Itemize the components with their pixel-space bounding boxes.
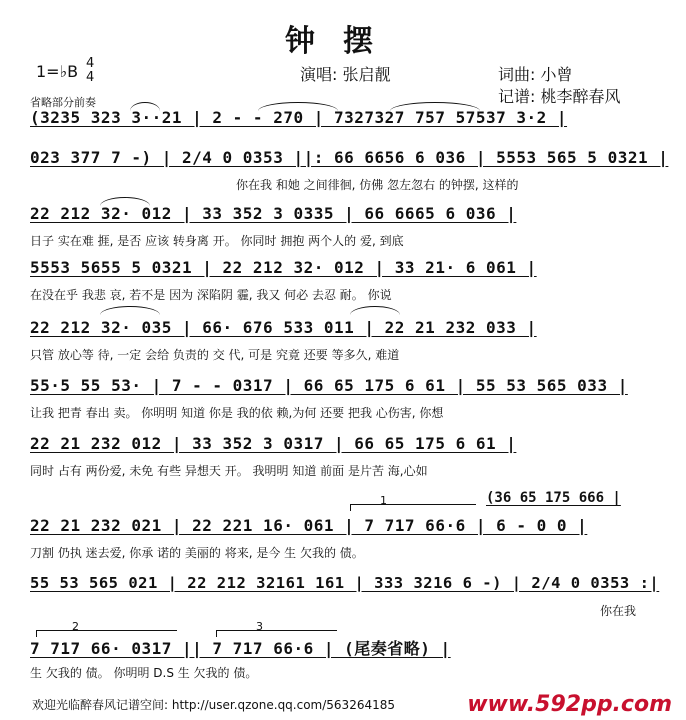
song-title: 钟摆 bbox=[285, 24, 401, 59]
lyric-row: 刀割 仍执 迷去爱, 你承 诺的 美丽的 将来, 是今 生 欠我的 债。 bbox=[30, 546, 364, 560]
lyric-row: 日子 实在难 捱, 是否 应该 转身离 开。 你同时 拥抱 两个人的 爱, 到底 bbox=[30, 234, 404, 248]
lyric-row: 同时 占有 两份爱, 未免 有些 异想天 开。 我明明 知道 前面 是片苦 海,心如 bbox=[30, 464, 428, 478]
footer-welcome: 欢迎光临醉春风记谱空间: http://user.qzone.qq.com/563264185 bbox=[32, 698, 396, 712]
volta-label-3: 3 bbox=[256, 620, 263, 633]
transcriber-credit: 记谱: 桃李醉春风 bbox=[498, 87, 621, 106]
notation-row: 023 377 7 -) | 2/4 0 0353 ||: 66 6656 6 036 | 5553 565 5 0321 | bbox=[30, 148, 669, 167]
volta-label-2: 2 bbox=[72, 620, 79, 633]
time-sig-top: 4 bbox=[86, 56, 95, 71]
notation-row: 22 212 32· 035 | 66· 676 533 011 | 22 21 232 033 | bbox=[30, 318, 537, 337]
notation-row: (3235 323 3··21 | 2 - - 270 | 7327327 757 57537 3·2 | bbox=[30, 108, 568, 127]
slur bbox=[100, 306, 160, 315]
notation-row: 5553 5655 5 0321 | 22 212 32· 012 | 33 21· 6 061 | bbox=[30, 258, 537, 277]
lyric-row: 生 欠我的 债。 你明明 D.S 生 欠我的 债。 bbox=[30, 666, 258, 680]
prelude-note: 省略部分前奏 bbox=[30, 96, 96, 109]
lyric-row: 你在我 bbox=[600, 604, 637, 618]
outro-bracket-notes: (36 65 175 666 | bbox=[486, 490, 621, 506]
notation-row: 7 717 66· 0317 || 7 717 66·6 | (尾奏省略) | bbox=[30, 639, 451, 658]
singer-credit: 演唱: 张启靓 bbox=[300, 65, 391, 84]
volta-bracket-1 bbox=[350, 504, 476, 511]
notation-row: 55 53 565 021 | 22 212 32161 161 | 333 3216 6 -) | 2/4 0 0353 :| bbox=[30, 574, 660, 592]
composer-credit: 词曲: 小曾 bbox=[498, 65, 573, 84]
lyric-row: 让我 把青 春出 卖。 你明明 知道 你是 我的依 赖,为何 还要 把我 心伤害, 你想 bbox=[30, 406, 444, 420]
key-signature: 1=♭B bbox=[36, 62, 79, 81]
notation-row: 22 21 232 021 | 22 221 16· 061 | 7 717 66·6 | 6 - 0 0 | bbox=[30, 516, 588, 535]
lyric-row: 只管 放心等 待, 一定 会给 负责的 交 代, 可是 究竟 还要 等多久, 难道 bbox=[30, 348, 400, 362]
lyric-row: 你在我 和她 之间徘徊, 仿佛 忽左忽右 的钟摆, 这样的 bbox=[236, 178, 519, 192]
notation-row: 22 21 232 012 | 33 352 3 0317 | 66 65 175 6 61 | bbox=[30, 434, 517, 453]
lyric-row: 在没在乎 我悲 哀, 若不是 因为 深陷阴 霾, 我又 何必 去忍 耐。 你说 bbox=[30, 288, 392, 302]
site-watermark: www.592pp.com bbox=[467, 692, 672, 717]
volta-label-1: 1 bbox=[380, 494, 387, 507]
slur bbox=[350, 306, 400, 315]
notation-row: 55·5 55 53· | 7 - - 0317 | 66 65 175 6 61 | 55 53 565 033 | bbox=[30, 376, 628, 395]
notation-row: 22 212 32· 012 | 33 352 3 0335 | 66 6665 6 036 | bbox=[30, 204, 517, 223]
time-sig-bottom: 4 bbox=[86, 70, 95, 85]
